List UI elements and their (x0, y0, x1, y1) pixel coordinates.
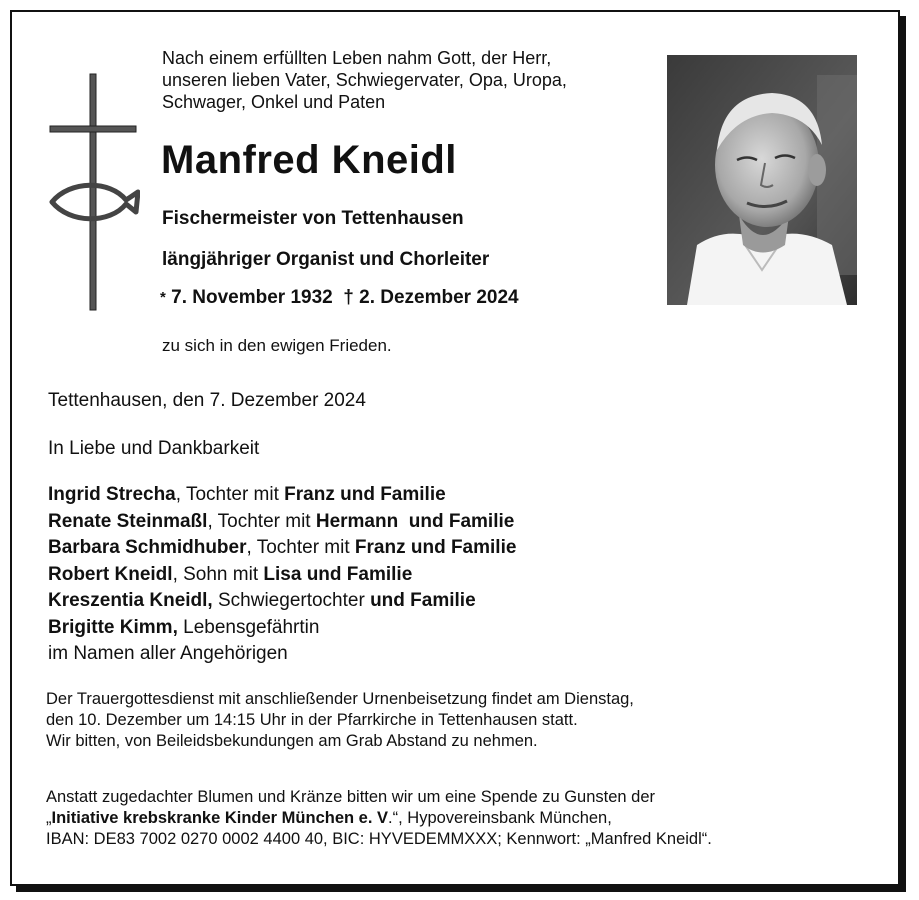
closing-line: In Liebe und Dankbarkeit (48, 438, 260, 459)
donation-notice (46, 787, 712, 850)
place-date: Tettenhausen, den 7. Dezember 2024 (48, 390, 366, 411)
mourner-row (48, 562, 516, 589)
deceased-name: Manfred Kneidl (161, 138, 457, 182)
death-cross-icon: † (343, 287, 354, 308)
mourner-name: Robert Kneidl (48, 563, 173, 585)
mourners-list (48, 482, 516, 668)
mourner-partner: Franz und Familie (354, 537, 517, 558)
mourner-row (48, 615, 516, 642)
service-line: den 10. Dezember um 14:15 Uhr in der Pfarrkirche in Tettenhausen statt. (46, 711, 578, 729)
life-dates (160, 287, 519, 309)
open-quote: „ (46, 809, 52, 827)
peace-line: zu sich in den ewigen Frieden. (162, 336, 392, 355)
donation-line (46, 808, 712, 829)
intro-line: Nach einem erfüllten Leben nahm Gott, der Herr, (162, 48, 552, 68)
deceased-title-1: Fischermeister von Tettenhausen (162, 208, 464, 229)
mourner-row (48, 509, 516, 536)
mourner-relation: , Sohn mit (172, 563, 264, 585)
mourner-partner: Franz und Familie (284, 484, 446, 505)
mourner-row (48, 588, 516, 615)
death-date: 2. Dezember 2024 (359, 287, 519, 308)
donation-line: IBAN: DE83 7002 0270 0002 4400 40, BIC: HYVEDEMMXXX; Kennwort: „Manfred Kneidl“. (46, 830, 712, 848)
mourner-partner: Lisa und Familie (263, 563, 413, 585)
service-line: Wir bitten, von Beileidsbekundungen am Grab Abstand zu nehmen. (46, 732, 538, 750)
mourner-name: Renate Steinmaßl (48, 510, 208, 532)
mourner-partner: und Familie (370, 590, 476, 611)
mourner-row (48, 482, 516, 509)
donation-organisation: Initiative krebskranke Kinder München e. V (51, 809, 389, 827)
birth-star-icon: * (160, 289, 166, 306)
mourner-row (48, 535, 516, 562)
donation-bank: .“, Hypovereinsbank München, (388, 809, 612, 827)
mourner-name: Kreszentia Kneidl, (48, 590, 213, 611)
cross-fish-icon (48, 72, 140, 312)
all-relatives-line: im Namen aller Angehörigen (48, 643, 288, 664)
intro-line: Schwager, Onkel und Paten (162, 92, 386, 112)
mourner-relation: Schwiegertochter (212, 590, 371, 611)
mourner-relation: , Tochter mit (246, 537, 355, 558)
mourner-name: Brigitte Kimm, (48, 616, 178, 638)
mourner-partner: Hermann und Familie (315, 510, 515, 532)
portrait-photo (667, 55, 857, 305)
intro-text (162, 47, 567, 113)
intro-line: unseren lieben Vater, Schwiegervater, Opa, Uropa, (162, 70, 567, 90)
service-line: Der Trauergottesdienst mit anschließender Urnenbeisetzung findet am Dienstag, (46, 690, 634, 708)
service-notice (46, 689, 634, 752)
birth-date: 7. November 1932 (171, 287, 333, 308)
mourner-relation: , Tochter mit (207, 510, 316, 532)
deceased-title-2: längjähriger Organist und Chorleiter (162, 249, 490, 270)
mourner-name: Ingrid Strecha (48, 484, 176, 505)
mourner-relation: , Tochter mit (175, 484, 285, 505)
mourner-relation: Lebensgefährtin (177, 616, 320, 638)
donation-line: Anstatt zugedachter Blumen und Kränze bitten wir um eine Spende zu Gunsten der (46, 788, 656, 806)
mourner-name: Barbara Schmidhuber (48, 537, 247, 558)
